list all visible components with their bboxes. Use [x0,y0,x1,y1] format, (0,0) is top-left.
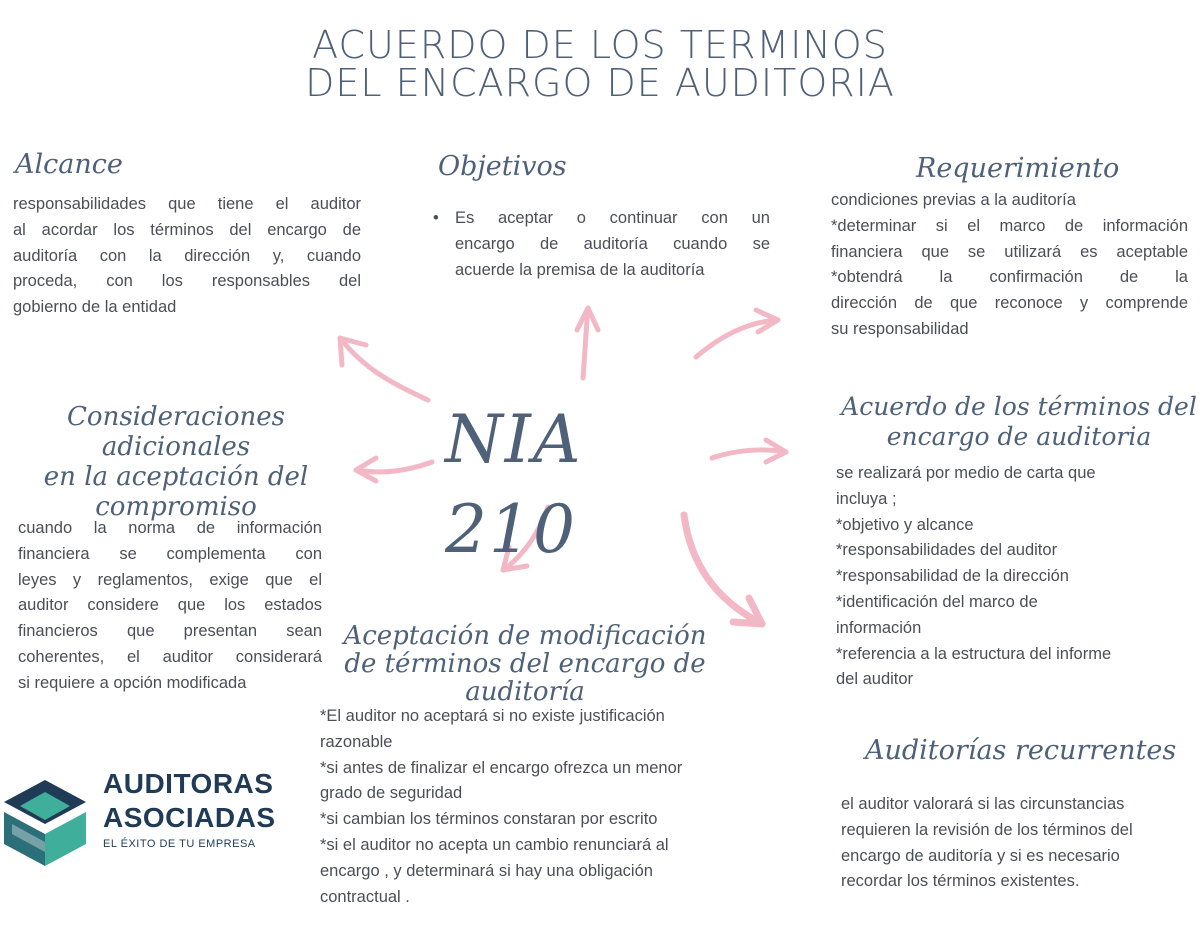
alcance-line: gobierno de la entidad [13,298,177,317]
center-label: NIA 210 [445,401,583,568]
alcance-line: auditoría con la dirección y, cuando [13,246,361,265]
recurrentes-line: requieren la revisión de los términos del [841,820,1133,839]
acuerdo-line: *identificación del marco de [836,592,1038,611]
page-title-line-1: ACUERDO DE LOS TERMINOS [312,23,888,67]
logo-mark-icon [2,778,88,868]
aceptacion-heading-line: auditoría [465,677,585,707]
acuerdo-line: *objetivo y alcance [836,515,974,534]
acuerdo-line: incluya ; [836,489,897,508]
alcance-line: responsabilidades que tiene el auditor [13,195,361,213]
consideraciones-heading [0,402,352,522]
alcance-line: proceda, con los responsables del [13,272,361,291]
aceptacion-heading-line: de términos del encargo de [344,649,706,679]
logo-name [103,767,276,835]
page-title-line-2: DEL ENCARGO DE AUDITORIA [305,61,895,105]
objetivos-text [455,206,770,283]
acuerdo-heading [838,392,1200,452]
requerimiento-line: dirección de que reconoce y comprende [831,294,1188,313]
objetivos-heading: Objetivos [438,151,567,182]
acuerdo-heading-line: encargo de auditoria [886,422,1152,451]
recurrentes-line: recordar los términos existentes. [841,872,1080,891]
acuerdo-line: *responsabilidades del auditor [836,541,1058,560]
alcance-text [13,192,361,321]
aceptacion-line: *si cambian los términos constaran por escrito [320,810,658,829]
arrow-to-alcance [340,338,428,400]
consideraciones-line: si requiere a opción modificada [18,673,247,692]
consideraciones-heading-line: en la aceptación del [43,462,309,492]
acuerdo-line: *referencia a la estructura del informe [836,644,1112,663]
aceptacion-heading-line: Aceptación de modificación [343,621,707,651]
logo-name-line-1: AUDITORAS [103,768,274,799]
aceptacion-line: encargo , y determinará si hay una obligación [320,861,653,880]
consideraciones-line: leyes y reglamentos, exige que el [18,570,322,589]
acuerdo-line: *responsabilidad de la dirección [836,567,1069,586]
acuerdo-text [836,461,1198,693]
logo-tagline: EL ÉXITO DE TU EMPRESA [103,838,256,850]
recurrentes-heading: Auditorías recurrentes [865,735,1177,766]
acuerdo-heading-line: Acuerdo de los términos del [841,392,1197,421]
arrow-to-acuerdo [712,440,786,462]
requerimiento-text [831,188,1188,343]
consideraciones-line: cuando la norma de información [18,519,322,537]
consideraciones-line: financiera se complementa con [18,544,322,563]
aceptacion-line: razonable [320,732,393,751]
consideraciones-text [18,516,322,697]
objetivos-line: acuerde la premisa de la auditoría [455,260,705,279]
aceptacion-heading [340,622,710,706]
acuerdo-line: información [836,618,922,637]
requerimiento-line: financiera que se utilizará es aceptable [831,242,1188,261]
aceptacion-line: *si el auditor no acepta un cambio renunciará al [320,835,669,854]
consideraciones-heading-line: Consideraciones adicionales [67,402,285,462]
requerimiento-line: condiciones previas a la auditoría [831,191,1076,209]
arrow-to-consideraciones [356,458,432,481]
arrow-to-recurrentes [684,515,762,624]
aceptacion-line: grado de seguridad [320,784,463,803]
recurrentes-line: encargo de auditoría y si es necesario [841,846,1120,865]
logo-name-line-2: ASOCIADAS [103,802,276,833]
consideraciones-line: auditor considere que los estados [18,596,322,615]
requerimiento-line: su responsabilidad [831,319,969,338]
consideraciones-line: financieros que presentan sean [18,622,322,641]
consideraciones-heading-line: compromiso [95,492,257,522]
requerimiento-line: *obtendrá la confirmación de la [831,268,1188,287]
requerimiento-heading: Requerimiento [916,153,1120,184]
aceptacion-text [320,704,770,910]
objetivos-line: • Es aceptar o continuar con un [455,209,770,227]
recurrentes-text [841,792,1196,895]
objetivos-line: encargo de auditoría cuando se [455,234,770,253]
recurrentes-line: el auditor valorará si las circunstancias [841,795,1125,813]
acuerdo-line: del auditor [836,670,914,689]
aceptacion-line: *si antes de finalizar el encargo ofrezca un menor [320,758,683,777]
arrow-to-requerimiento [696,310,778,357]
aceptacion-line: *El auditor no aceptará si no existe justificación [320,707,665,725]
arrow-to-objetivos [577,308,598,378]
requerimiento-line: *determinar si el marco de información [831,216,1188,235]
acuerdo-line: se realizará por medio de carta que [836,464,1096,482]
aceptacion-line: contractual . [320,887,410,906]
alcance-line: al acordar los términos del encargo de [13,220,361,239]
alcance-heading: Alcance [15,149,123,180]
consideraciones-line: coherentes, el auditor considerará [18,647,322,666]
